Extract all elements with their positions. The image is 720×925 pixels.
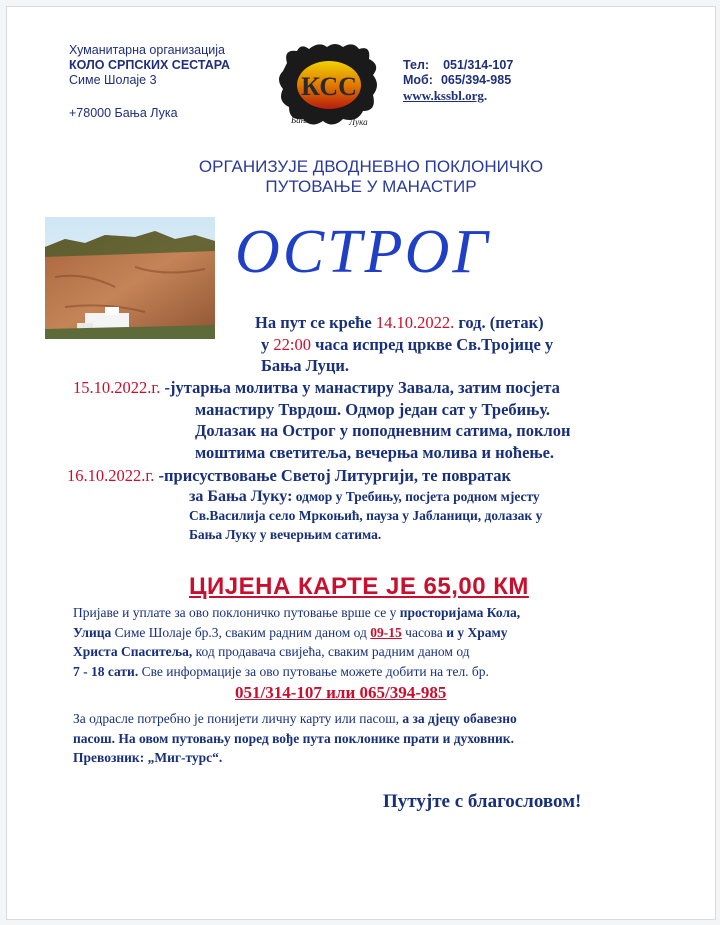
day-2-date: 16.10.2022. [67, 466, 146, 485]
phone-numbers: 051/314-107 или 065/394-985 [235, 683, 447, 702]
tel-label: Тел: [403, 58, 430, 72]
subtitle-line-1: ОРГАНИЗУЈЕ ДВОДНЕВНО ПОКЛОНИЧКО [198, 157, 544, 176]
registration-line-2: Улица Симе Шолаје бр.3, сваким радним даном од 09-15 часова и у Храму [73, 624, 508, 640]
org-address: Симе Шолаје 3 [69, 73, 157, 87]
notes-line-1: За одрасле потребно је понијети личну карту или пасош, а за дјецу обавезно [73, 711, 517, 726]
notes-line-3: Превозник: „Миг-турс“. [73, 750, 223, 765]
logo-monogram: КСС [301, 72, 357, 101]
title: ОСТРОГ [235, 218, 491, 286]
monastery-photo [45, 217, 215, 339]
day-2-line-3: Св.Василија село Мркоњић, пауза у Јабланици, долазак у [189, 507, 543, 523]
org-name: КОЛО СРПСКИХ СЕСТАРА [69, 58, 231, 72]
ticket-price: ЦИЈЕНА КАРТЕ ЈЕ 65,00 КМ [189, 573, 529, 600]
registration-line-4: 7 - 18 сати. Све информације за ово путовање можете добити на тел. бр. [73, 663, 489, 679]
registration-line-3: Христа Спаситеља, код продавача свијећа, сваким радним даном од [73, 644, 470, 659]
departure-date: 14.10.2022. [375, 313, 455, 332]
website-row: www.kssbl.org. [403, 88, 488, 103]
flyer-page [6, 6, 716, 920]
logo-ring-text-right: Лука [349, 117, 368, 127]
registration-block [73, 603, 520, 681]
org-block [69, 43, 230, 121]
subtitle [141, 157, 601, 197]
day-1-line-4: моштима светитеља, вечерња молива и ноћење. [195, 442, 555, 462]
mob-value: 065/394-985 [440, 73, 512, 87]
mob-row [403, 73, 513, 88]
departure-block [255, 312, 553, 377]
day-2-line-2: за Бања Луку: одмор у Требињу, посјета родном мјесту [189, 487, 540, 505]
departure-line-1: На пут се креће 14.10.2022. год. (петак) [255, 313, 544, 332]
departure-line-3: Бања Луци. [261, 356, 349, 375]
notes-line-2: пасош. На овом путовању поред вође пута поклонике прати и духовник. [73, 730, 514, 746]
departure-time: 22:00 [273, 334, 311, 354]
tel-value: 051/314-107 [443, 58, 514, 72]
blessing: Путујте с благословом! [383, 791, 582, 812]
logo-emblem-icon [269, 41, 389, 131]
logo [269, 41, 389, 131]
website-link[interactable]: www.kssbl.org [403, 88, 484, 103]
departure-line-2: у 22:00 часа испред цркве Св.Тројице у [261, 334, 554, 354]
day-2-line-1: 16.10.2022.г. -присуствовање Светој Литургији, те повратак [67, 466, 512, 485]
notes-block [73, 709, 517, 768]
monastery-cliff-icon [45, 217, 215, 339]
day-2-block [67, 465, 542, 544]
day-1-date: 15.10.2022. [73, 378, 152, 397]
day-1-line-1: 15.10.2022.г. -јутарња молитва у манастиру Завала, затим посјета [73, 378, 560, 397]
office-hours: 09-15 [370, 624, 402, 640]
day-1-block [73, 377, 571, 463]
subtitle-line-2: ПУТОВАЊЕ У МАНАСТИР [265, 177, 477, 196]
org-city: +78000 Бања Лука [69, 106, 178, 120]
day-1-line-2: манастиру Тврдош. Одмор један сат у Требињу. [195, 399, 551, 419]
mob-label: Моб: [403, 73, 433, 87]
registration-line-1: Пријаве и уплате за ово поклоничко путовање врше се у просторијама Кола, [73, 605, 521, 620]
logo-ring-text-left: Бања [291, 115, 312, 125]
day-1-line-3: Долазак на Острог у поподневним сатима, поклон [195, 421, 571, 440]
org-line-1: Хуманитарна организација [69, 43, 225, 57]
tel-row [403, 58, 513, 73]
day-2-line-4: Бања Луку у вечерњим сатима. [189, 526, 382, 542]
contact-block [403, 58, 513, 103]
